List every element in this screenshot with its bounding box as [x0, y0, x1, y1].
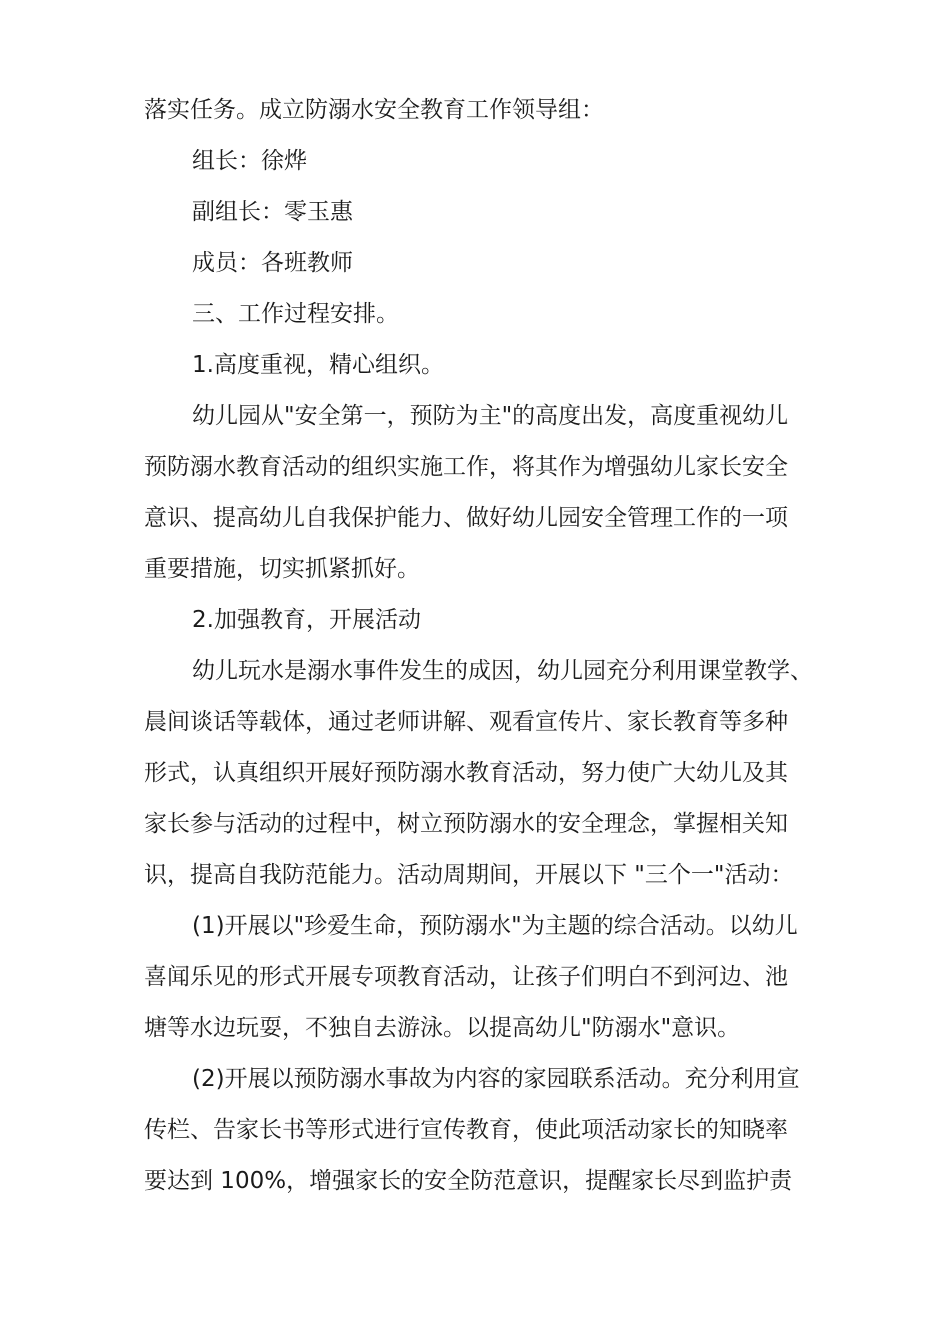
- text-line: (2)开展以预防溺水事故为内容的家园联系活动。充分利用宣: [192, 1066, 800, 1092]
- text-line: 塘等水边玩耍，不独自去游泳。以提高幼儿"防溺水"意识。: [144, 1015, 741, 1041]
- text-line: 幼儿玩水是溺水事件发生的成因，幼儿园充分利用课堂教学、: [192, 658, 813, 684]
- text-line: 组长：徐烨: [192, 148, 307, 174]
- text-line: 晨间谈话等载体，通过老师讲解、观看宣传片、家长教育等多种: [144, 709, 788, 735]
- text-line: (1)开展以"珍爱生命，预防溺水"为主题的综合活动。以幼儿: [192, 913, 798, 939]
- text-line: 2.加强教育，开展活动: [192, 607, 421, 633]
- text-line: 幼儿园从"安全第一，预防为主"的高度出发，高度重视幼儿: [192, 403, 789, 429]
- text-line: 形式，认真组织开展好预防溺水教育活动，努力使广大幼儿及其: [144, 760, 788, 786]
- text-line: 意识、提高幼儿自我保护能力、做好幼儿园安全管理工作的一项: [144, 505, 788, 531]
- text-line: 副组长：零玉惠: [192, 199, 353, 225]
- text-line: 重要措施，切实抓紧抓好。: [144, 556, 420, 582]
- text-line: 喜闻乐见的形式开展专项教育活动，让孩子们明白不到河边、池: [144, 964, 788, 990]
- text-line: 预防溺水教育活动的组织实施工作，将其作为增强幼儿家长安全: [144, 454, 788, 480]
- text-line: 识，提高自我防范能力。活动周期间，开展以下 "三个一"活动：: [144, 862, 794, 888]
- text-line: 三、工作过程安排。: [192, 301, 399, 327]
- text-line: 1.高度重视，精心组织。: [192, 352, 444, 378]
- text-line: 要达到 100%，增强家长的安全防范意识，提醒家长尽到监护责: [144, 1168, 793, 1194]
- text-line: 落实任务。成立防溺水安全教育工作领导组：: [144, 97, 604, 123]
- text-line: 家长参与活动的过程中，树立预防溺水的安全理念，掌握相关知: [144, 811, 788, 837]
- text-line: 成员：各班教师: [192, 250, 353, 276]
- text-line: 传栏、告家长书等形式进行宣传教育，使此项活动家长的知晓率: [144, 1117, 788, 1143]
